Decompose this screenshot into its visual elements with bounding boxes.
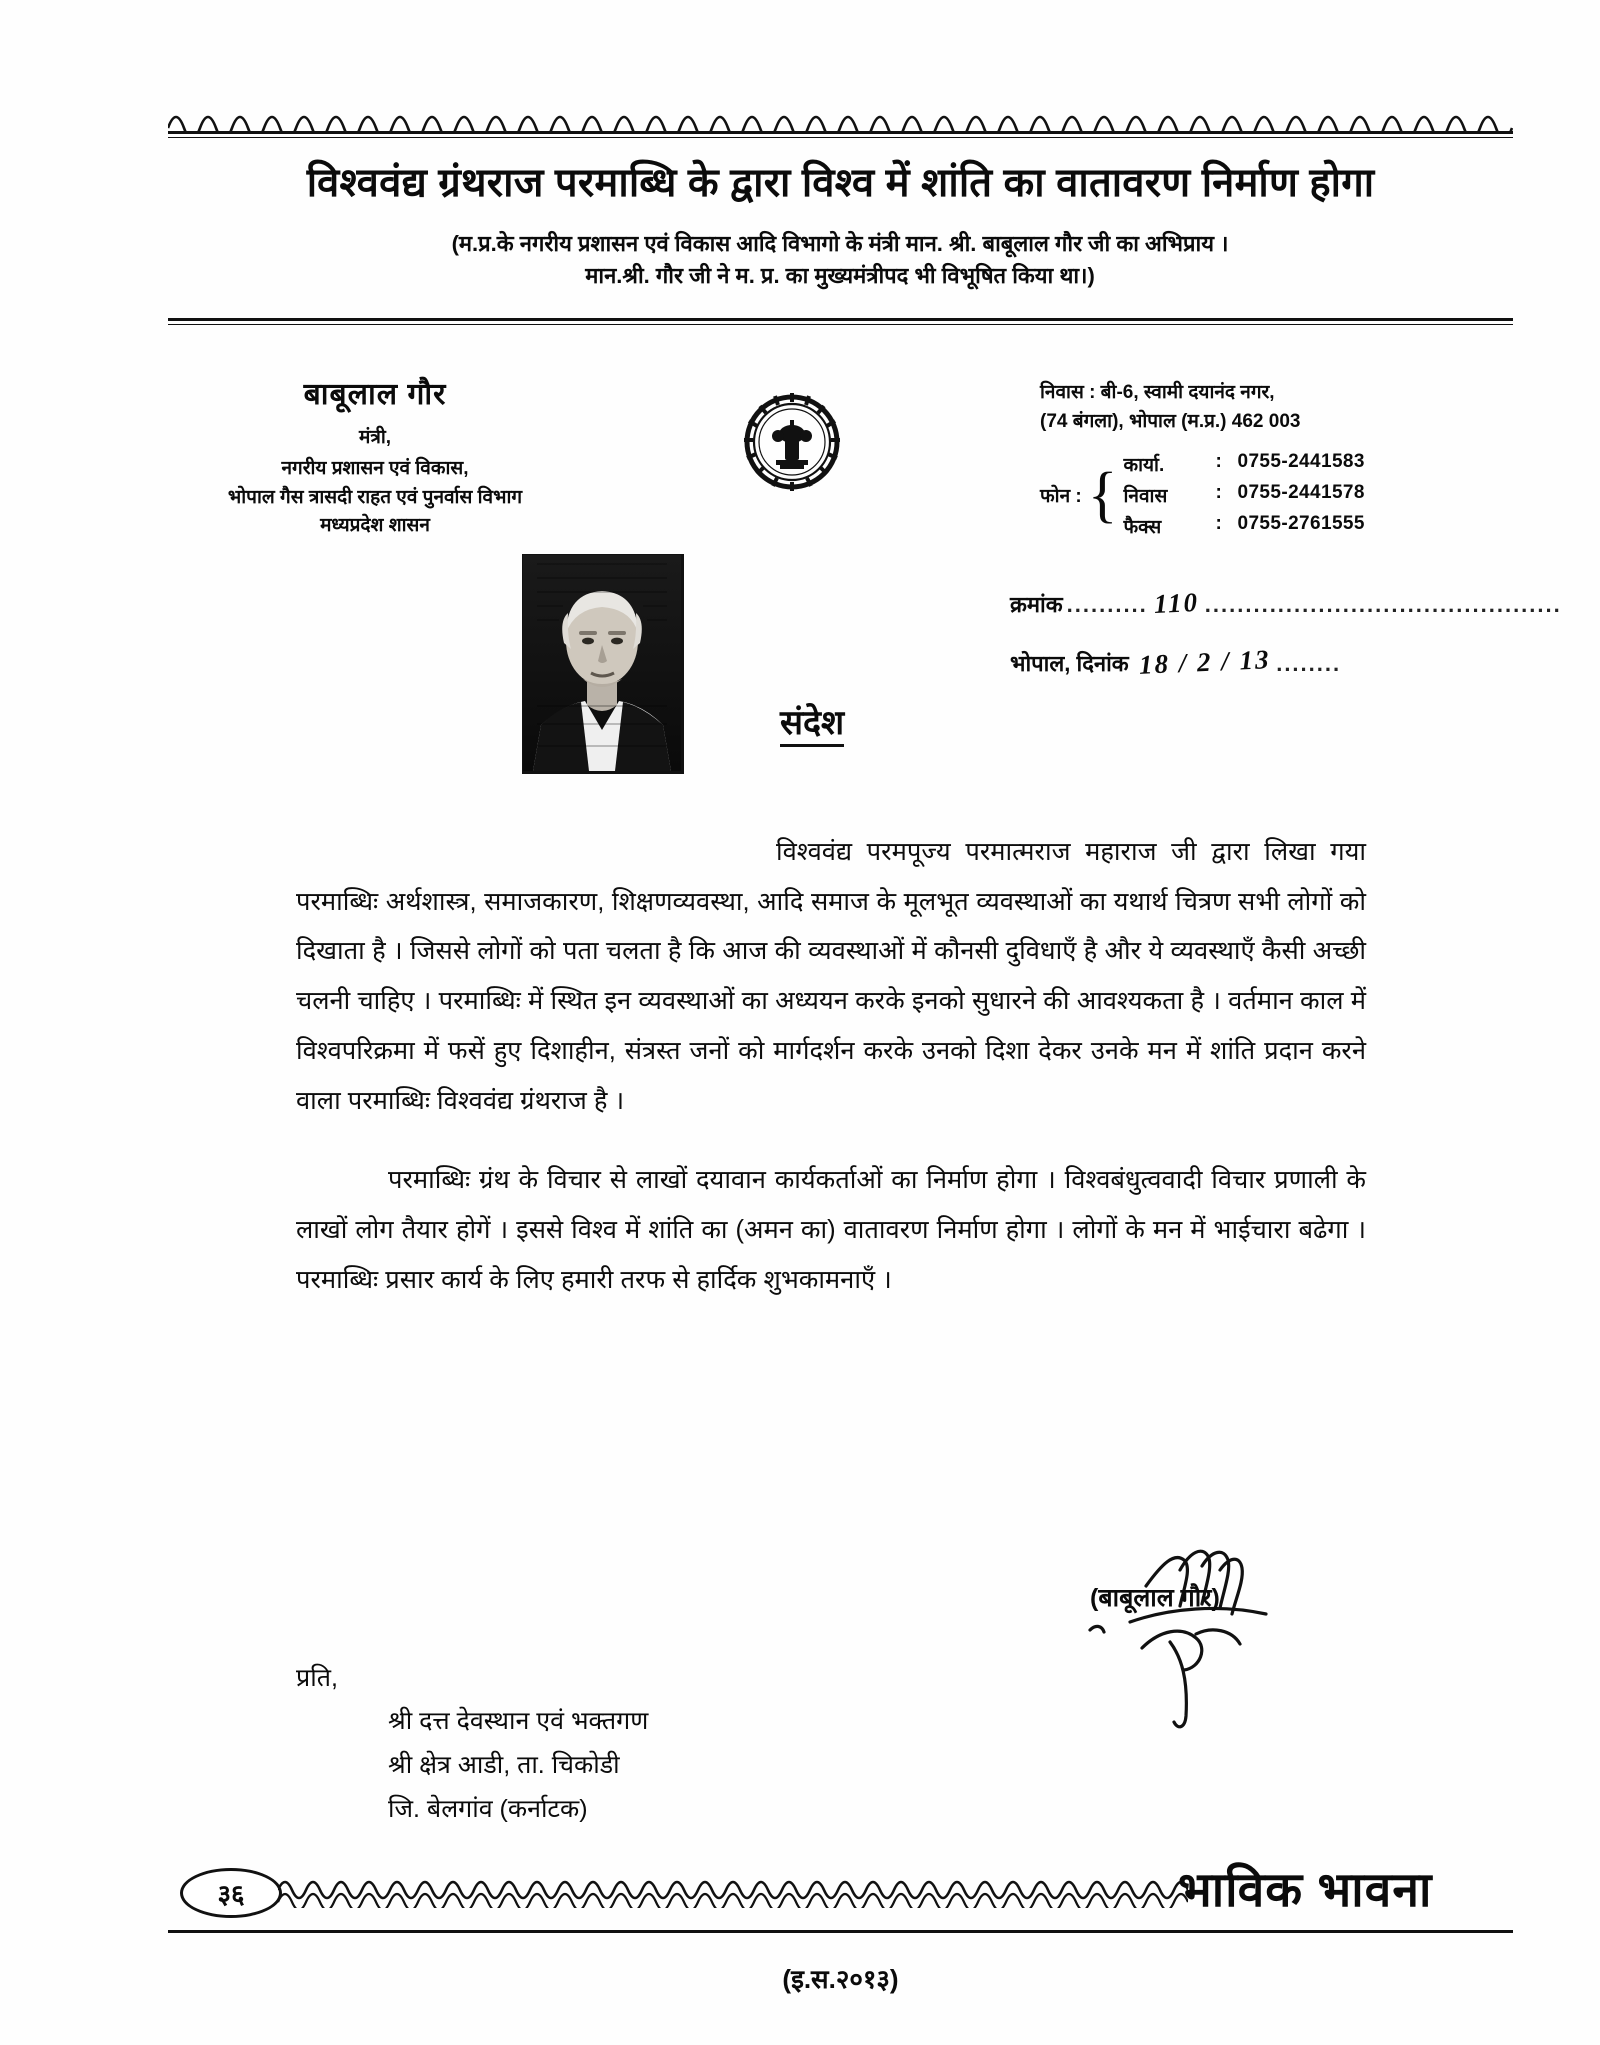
recipient-line-2: श्री क्षेत्र आडी, ता. चिकोडी — [388, 1750, 620, 1779]
header-divider-thick — [168, 318, 1513, 321]
footer-divider — [168, 1930, 1513, 1933]
phone-sep-residence: : — [1215, 481, 1222, 503]
page-title: विश्ववंद्य ग्रंथराज परमाब्धि के द्वारा विश्व में शांति का वातावरण निर्माण होगा — [306, 161, 1375, 205]
department-line-1: नगरीय प्रशासन एवं विकास, — [281, 458, 469, 479]
phone-sep-fax: : — [1215, 512, 1222, 534]
reference-date-row — [1010, 644, 1510, 680]
phone-value-residence: 0755-2441578 — [1237, 481, 1365, 503]
reference-number-label: क्रमांक — [1010, 592, 1063, 617]
phone-key-fax: फैक्स — [1123, 516, 1162, 538]
phone-list — [1124, 451, 1365, 539]
message-heading: संदेश — [780, 705, 844, 747]
address-line-1: निवास : बी-6, स्वामी दयानंद नगर, — [1040, 382, 1275, 403]
phone-row-fax — [1124, 513, 1365, 539]
header-rule-thick — [168, 131, 1513, 134]
minister-name: बाबूलाल गौर — [303, 378, 447, 411]
department-line-2: भोपाल गैस त्रासदी राहत एवं पुनर्वास विभाग — [227, 486, 523, 508]
phone-value-office: 0755-2441583 — [1237, 450, 1365, 472]
reference-number-row — [1010, 587, 1562, 619]
message-paragraph-2: परमाब्धिः ग्रंथ के विचार से लाखों दयावान कार्यकर्ताओं का निर्माण होगा । विश्वबंधुत्ववादी विचार प्रणाली के लाखों लोग तैयार होगें । इससे विश्व में शांति का (अमन का) वातावरण निर्माण होगा । लोगों के मन में भाईचारा बढेगा । परमाब्धिः प्रसार कार्य के लिए हमारी तरफ से हार्दिक शुभकामनाएँ । — [296, 1166, 1366, 1294]
recipient-line-1: श्री दत्त देवस्थान एवं भक्तगण — [388, 1707, 649, 1735]
header-rule-thin — [168, 137, 1513, 138]
recipient-label: प्रति, — [296, 1664, 338, 1692]
reference-number-value: 110 — [1153, 587, 1200, 619]
phone-sep-office: : — [1215, 450, 1222, 472]
reference-block — [1010, 587, 1562, 706]
reference-date-label: भोपाल, दिनांक — [1010, 651, 1129, 676]
signature-name: (बाबूलाल गौर) — [1090, 1584, 1220, 1612]
phone-block — [1040, 451, 1520, 539]
subtitle-line-1: (म.प्र.के नगरीय प्रशासन एवं विकास आदि विभागो के मंत्री मान. श्री. बाबूलाल गौर जी का अभिप्राय । — [451, 231, 1229, 256]
minister-role: मंत्री, — [358, 427, 392, 448]
recipient-line-3: जि. बेलगांव (कर्नाटक) — [388, 1794, 588, 1823]
phone-key-residence: निवास — [1123, 485, 1168, 507]
phone-value-fax: 0755-2761555 — [1237, 512, 1365, 534]
page-number-badge: ३६ — [180, 1868, 282, 1918]
curly-brace-icon: { — [1087, 460, 1118, 529]
bottom-wave-border — [278, 1872, 1188, 1908]
handwritten-signature — [1050, 1530, 1380, 1730]
address-line-2: (74 बंगला), भोपाल (म.प्र.) 462 003 — [1040, 411, 1301, 433]
phone-key-office: कार्या. — [1123, 454, 1165, 476]
page-subtitle — [250, 228, 1430, 292]
letterhead-contact — [1040, 378, 1520, 539]
phone-row-residence — [1124, 482, 1365, 508]
phone-row-office — [1124, 451, 1365, 477]
message-paragraph-1: विश्ववंद्य परमपूज्य परमात्मराज महाराज जी द्वारा लिखा गया परमाब्धिः अर्थशास्त्र, समाजकारण, शिक्षणव्यवस्था, आदि समाज के मूलभूत व्यवस्थाओं का यथार्थ चित्रण सभी लोगों को दिखाता है । जिससे लोगों को पता चलता है कि आज की व्यवस्थाओं में कौनसी दुविधाएँ है और ये व्यवस्थाएँ कैसी अच्छी चलनी चाहिए । परमाब्धिः में स्थित इन व्यवस्थाओं का अध्ययन करके इनको सुधारने की आवश्यकता है । वर्तमान काल में विश्वपरिक्रमा में फसें हुए दिशाहीन, संत्रस्त जनों को मार्गदर्शन करके उनको दिशा देकर उनके मन में शांति प्रदान करने वाला परमाब्धिः विश्ववंद्य ग्रंथराज है । — [296, 838, 1366, 1115]
publication-year: (इ.स.२०१३) — [782, 1964, 899, 1994]
reference-number-dots-left: .......... — [1066, 592, 1148, 617]
magazine-title: भाविक भावना — [1178, 1864, 1433, 1917]
recipient-address — [388, 1700, 648, 1831]
minister-portrait-photo — [522, 554, 684, 774]
message-body — [296, 828, 1366, 1335]
government-emblem-icon — [742, 390, 842, 494]
letterhead-identity — [150, 372, 600, 541]
reference-date-dots: ........ — [1276, 651, 1342, 676]
department-line-3: मध्यप्रदेश शासन — [320, 515, 430, 536]
reference-date-value: 18 / 2 / 13 — [1138, 644, 1271, 680]
reference-number-dots-right: ............................................ — [1204, 592, 1562, 617]
subtitle-line-2: मान.श्री. गौर जी ने म. प्र. का मुख्यमंत्रीपद भी विभूषित किया था।) — [585, 262, 1095, 288]
phone-label: फोन : — [1040, 485, 1082, 507]
header-divider-thin — [168, 324, 1513, 325]
